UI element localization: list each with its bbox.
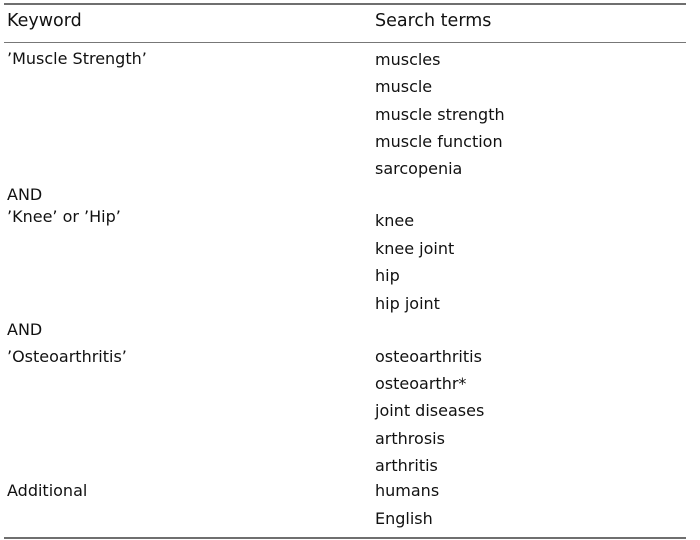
search-term: hip xyxy=(375,266,400,285)
search-term: muscle xyxy=(375,77,433,96)
search-term: osteoarthr* xyxy=(375,374,467,393)
table-top-rule xyxy=(4,3,686,5)
header-search-terms: Search terms xyxy=(375,11,492,31)
search-term: knee xyxy=(375,211,415,230)
search-term: joint diseases xyxy=(375,401,485,420)
search-term: arthrosis xyxy=(375,429,445,448)
search-term: arthritis xyxy=(375,456,438,475)
keyword-osteoarthritis: ’Osteoarthritis’ xyxy=(7,347,127,366)
keyword-muscle-strength: ’Muscle Strength’ xyxy=(7,49,147,68)
search-term: humans xyxy=(375,481,440,500)
search-term: muscle strength xyxy=(375,105,505,124)
table-bottom-rule xyxy=(4,537,686,539)
header-keyword: Keyword xyxy=(7,11,82,31)
search-term: osteoarthritis xyxy=(375,347,482,366)
search-term: knee joint xyxy=(375,239,455,258)
operator-and: AND xyxy=(7,185,43,204)
search-term: muscles xyxy=(375,50,441,69)
operator-and: AND xyxy=(7,320,43,339)
keyword-knee-or-hip: ’Knee’ or ’Hip’ xyxy=(7,207,121,226)
keyword-additional: Additional xyxy=(7,481,88,500)
search-term: hip joint xyxy=(375,294,440,313)
search-term: muscle function xyxy=(375,132,503,151)
search-term: English xyxy=(375,509,433,528)
search-term: sarcopenia xyxy=(375,159,463,178)
table-header-rule xyxy=(4,42,686,43)
